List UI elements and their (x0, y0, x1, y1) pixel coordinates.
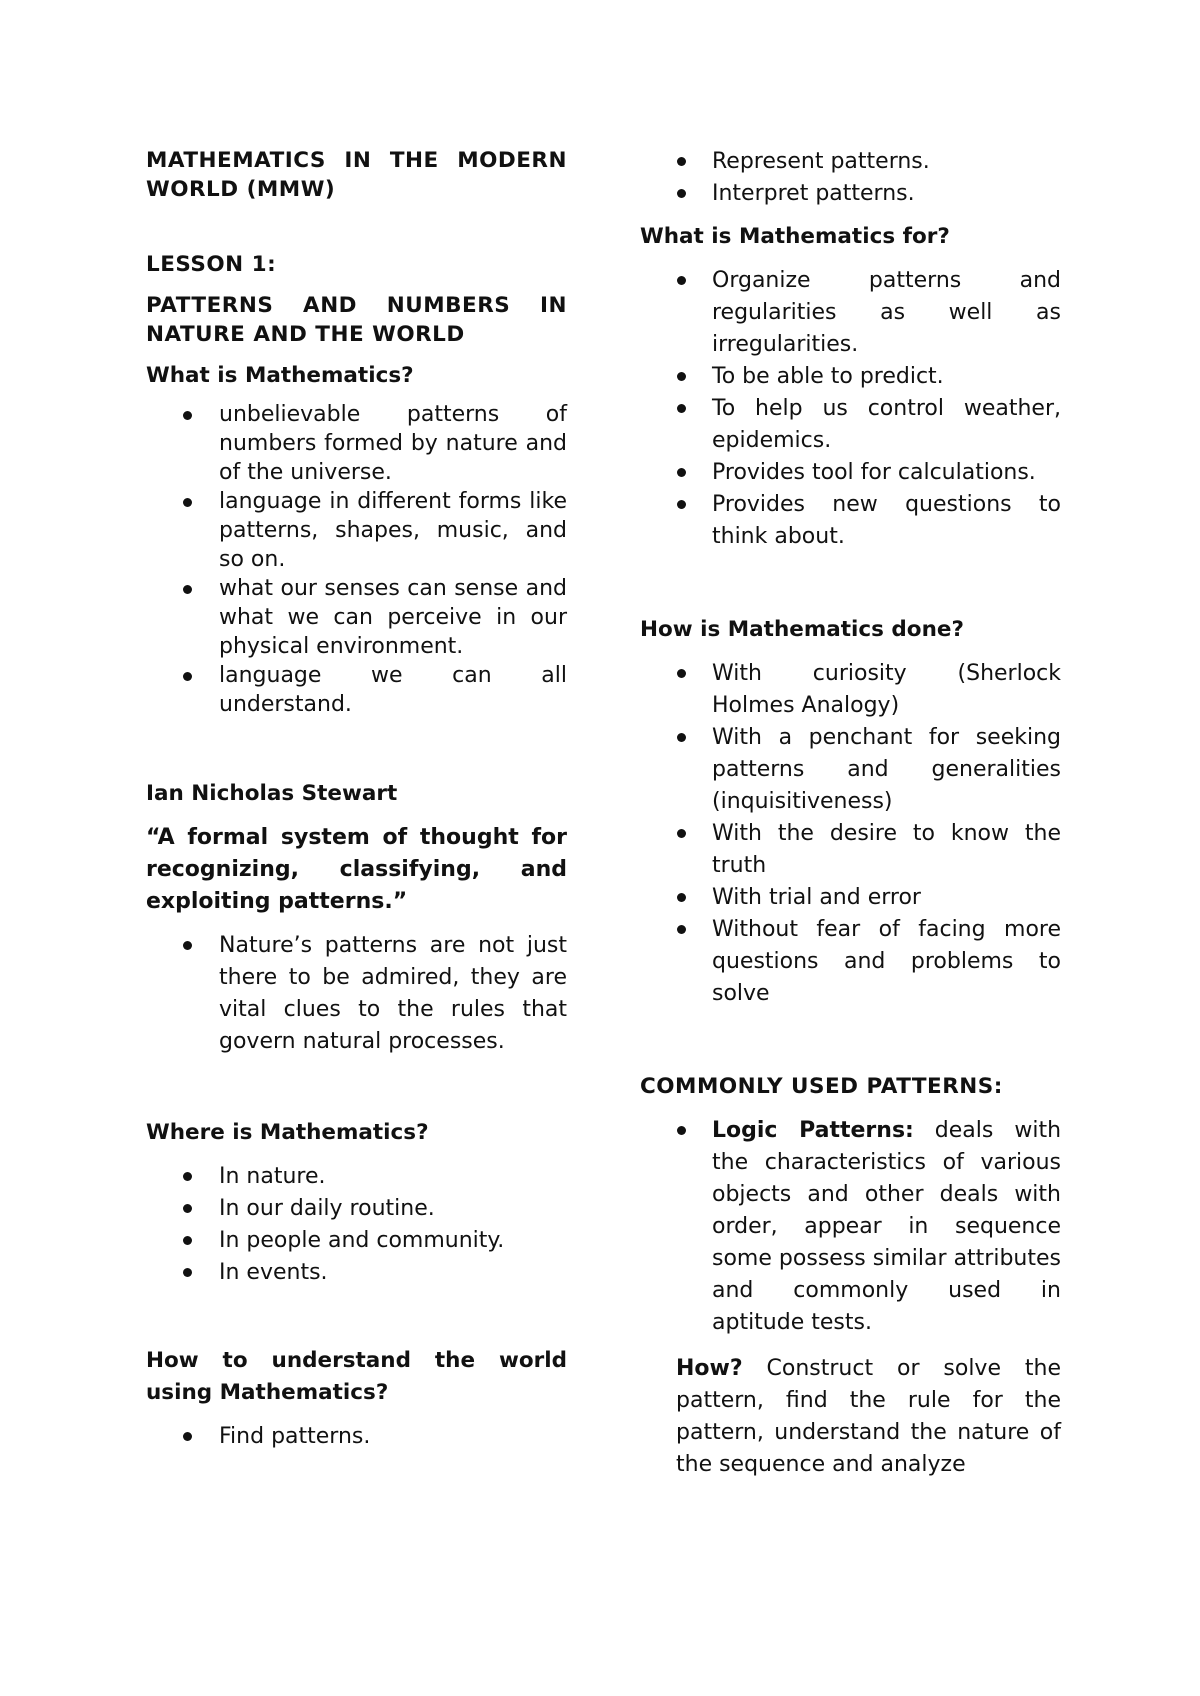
left-column (146, 146, 567, 1453)
what-is-mathematics-for-list (640, 265, 1061, 553)
list-item: Find patterns. (146, 1421, 567, 1453)
list-item: language in different forms like patterns, shapes, music, and so on. (146, 487, 567, 574)
bullet-icon (183, 585, 192, 594)
bullet-icon (677, 669, 686, 678)
author-quote: “A formal system of thought for recognizing, classifying, and exploiting patterns.” (146, 825, 567, 914)
bullet-icon (677, 189, 686, 198)
bullet-icon (183, 411, 192, 420)
list-item: With a penchant for seeking patterns and generalities (inquisitiveness) (640, 722, 1061, 818)
right-column (640, 146, 1061, 1481)
list-item: In people and community. (146, 1225, 567, 1257)
bullet-icon (677, 925, 686, 934)
list-item: Nature’s patterns are not just there to be admired, they are vital clues to the rules that govern natural processes. (146, 930, 567, 1058)
document-title: MATHEMATICS IN THE MODERN WORLD (MMW) (146, 148, 567, 202)
list-item: With curiosity (Sherlock Holmes Analogy) (640, 658, 1061, 722)
how-is-mathematics-done-list (640, 658, 1061, 1010)
list-item: unbelievable patterns of numbers formed by nature and of the universe. (146, 400, 567, 487)
bullet-icon (677, 404, 686, 413)
where-is-mathematics-list (146, 1161, 567, 1289)
bullet-icon (677, 893, 686, 902)
what-is-mathematics-list (146, 400, 567, 719)
bullet-icon (677, 468, 686, 477)
list-item: Without fear of facing more questions and problems to solve (640, 914, 1061, 1010)
bullet-icon (183, 1236, 192, 1245)
logic-patterns-label: Logic Patterns: (712, 1118, 914, 1143)
list-item: With trial and error (640, 882, 1061, 914)
bullet-icon (183, 1204, 192, 1213)
bullet-icon (183, 1172, 192, 1181)
patterns-continued-list (640, 146, 1061, 210)
list-item: what our senses can sense and what we can perceive in our physical environment. (146, 574, 567, 661)
logic-patterns-text: deals with the characteristics of various objects and other deals with order, appear in sequence some possess similar attributes and commonly used in aptitude tests. (712, 1118, 1062, 1335)
list-item: Interpret patterns. (640, 178, 1061, 210)
list-item: In nature. (146, 1161, 567, 1193)
list-item: In our daily routine. (146, 1193, 567, 1225)
bullet-icon (677, 1126, 686, 1135)
list-item: language we can all understand. (146, 661, 567, 719)
bullet-icon (677, 372, 686, 381)
list-item: To be able to predict. (640, 361, 1061, 393)
commonly-used-patterns-heading: COMMONLY USED PATTERNS: (640, 1074, 1003, 1099)
how-to-understand-heading: How to understand the world using Mathematics? (146, 1348, 567, 1405)
bullet-icon (183, 498, 192, 507)
how-text: Construct or solve the pattern, find the rule for the pattern, understand the nature of the sequence and analyze (676, 1356, 1061, 1477)
commonly-used-patterns-list (640, 1115, 1061, 1339)
list-item: Organize patterns and regularities as well as irregularities. (640, 265, 1061, 361)
lesson-title: PATTERNS AND NUMBERS IN NATURE AND THE WORLD (146, 293, 567, 347)
bullet-icon (677, 500, 686, 509)
where-is-mathematics-heading: Where is Mathematics? (146, 1120, 429, 1145)
bullet-icon (183, 941, 192, 950)
list-item: With the desire to know the truth (640, 818, 1061, 882)
list-item: To help us control weather, epidemics. (640, 393, 1061, 457)
bullet-icon (183, 1268, 192, 1277)
bullet-icon (677, 276, 686, 285)
bullet-icon (677, 157, 686, 166)
bullet-icon (677, 829, 686, 838)
bullet-icon (183, 1432, 192, 1441)
bullet-icon (183, 672, 192, 681)
bullet-icon (677, 733, 686, 742)
author-name: Ian Nicholas Stewart (146, 781, 398, 806)
list-item: In events. (146, 1257, 567, 1289)
list-item: Provides new questions to think about. (640, 489, 1061, 553)
what-is-mathematics-for-heading: What is Mathematics for? (640, 224, 950, 249)
list-item: Provides tool for calculations. (640, 457, 1061, 489)
what-is-mathematics-heading: What is Mathematics? (146, 363, 414, 388)
list-item (640, 1115, 1061, 1339)
how-paragraph (640, 1353, 1061, 1481)
lesson-number: LESSON 1: (146, 252, 277, 277)
how-to-understand-list (146, 1421, 567, 1453)
list-item: Represent patterns. (640, 146, 1061, 178)
how-is-mathematics-done-heading: How is Mathematics done? (640, 617, 964, 642)
how-label: How? (676, 1356, 743, 1381)
quote-list (146, 930, 567, 1058)
